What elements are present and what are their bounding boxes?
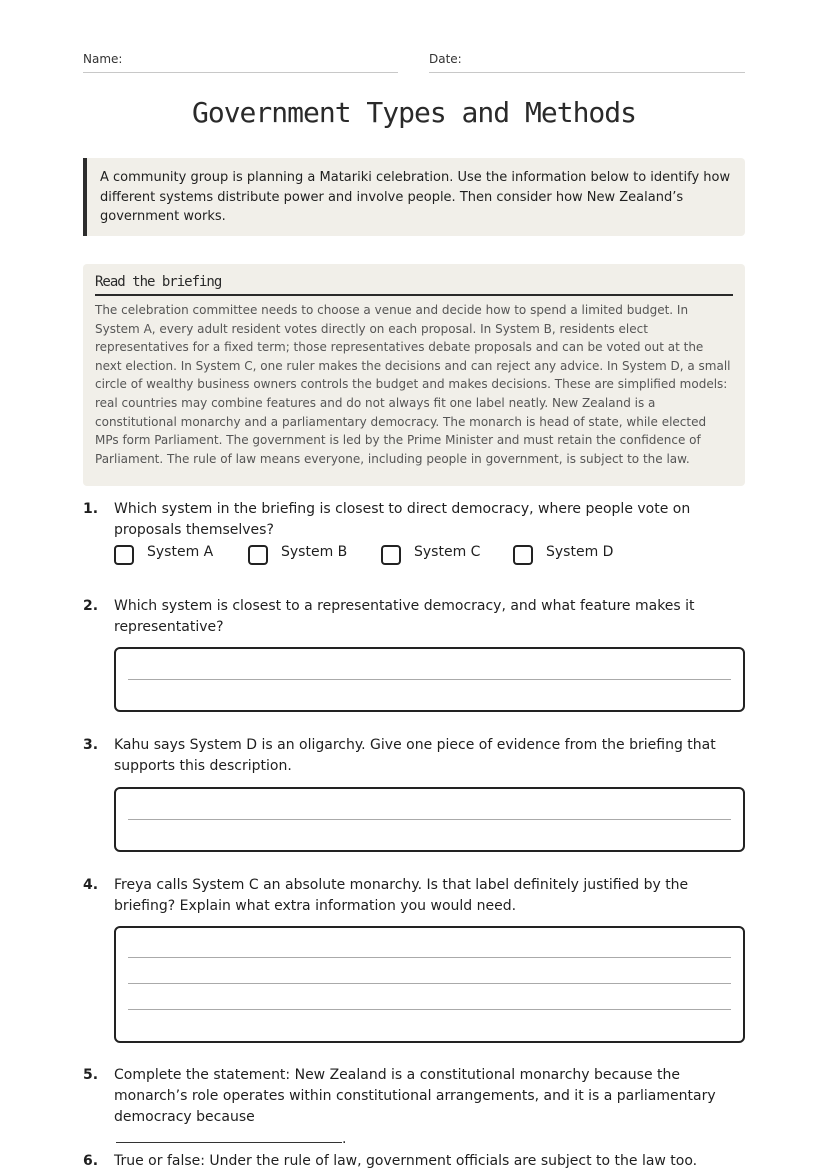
answer-box[interactable] bbox=[114, 647, 745, 712]
question-6 bbox=[83, 1151, 745, 1171]
briefing-heading: Read the briefing bbox=[95, 274, 733, 296]
options-row bbox=[114, 543, 745, 569]
briefing-body: The celebration committee needs to choose a venue and decide how to spend a limited budget. In System A, every adult resident votes directly on each proposal. In System B, residents elect representatives for a fixed term; those representatives debate proposals and can be voted out at the next election. In System C, one ruler makes the decisions and can reject any advice. In System D, a small circle of wealthy business owners controls the budget and makes decisions. These are simplified models: real countries may combine features and do not always fit one label neatly. New Zealand is a constitutional monarchy and a parliamentary democracy. The monarch is head of state, while elected MPs form Parliament. The government is led by the Prime Minister and must retain the confidence of Parliament. The rule of law means everyone, including people in government, is subject to the law. bbox=[95, 303, 731, 466]
option-label: System C bbox=[414, 544, 481, 560]
question-4 bbox=[83, 875, 745, 1043]
question-text: Kahu says System D is an oligarchy. Give one piece of evidence from the briefing that supports this description. bbox=[114, 737, 716, 774]
page-title: Government Types and Methods bbox=[191, 96, 636, 129]
option-label: System D bbox=[546, 544, 614, 560]
checkbox[interactable] bbox=[114, 545, 134, 565]
header bbox=[83, 52, 745, 74]
question-number: 4. bbox=[83, 877, 99, 893]
fill-blank-line[interactable] bbox=[116, 1128, 342, 1143]
answer-box[interactable] bbox=[114, 787, 745, 852]
date-field[interactable] bbox=[429, 52, 745, 73]
answer-line bbox=[128, 983, 731, 984]
question-number: 3. bbox=[83, 737, 99, 753]
answer-line bbox=[128, 957, 731, 958]
intro-box: A community group is planning a Matariki celebration. Use the information below to identify how different systems distribute power and involve people. Then consider how New Zealand’s government works. bbox=[83, 158, 745, 236]
question-2 bbox=[83, 596, 745, 712]
checkbox[interactable] bbox=[248, 545, 268, 565]
briefing-box bbox=[83, 264, 745, 486]
question-3 bbox=[83, 735, 745, 852]
answer-box[interactable] bbox=[114, 926, 745, 1043]
name-label: Name: bbox=[83, 52, 123, 66]
option-label: System A bbox=[147, 544, 214, 560]
question-text: Freya calls System C an absolute monarchy. Is that label definitely justified by the briefing? Explain what extra information you would need. bbox=[114, 877, 689, 914]
checkbox[interactable] bbox=[381, 545, 401, 565]
answer-line bbox=[128, 679, 731, 680]
statement-end: . bbox=[342, 1131, 347, 1147]
question-1 bbox=[83, 499, 745, 579]
answer-line bbox=[128, 819, 731, 820]
question-text: Which system is closest to a representative democracy, and what feature makes it representative? bbox=[114, 598, 695, 635]
question-number: 1. bbox=[83, 501, 99, 517]
question-text bbox=[114, 1065, 739, 1150]
question-text: True or false: Under the rule of law, government officials are subject to the law too. bbox=[114, 1153, 698, 1169]
question-number: 5. bbox=[83, 1067, 99, 1083]
date-label: Date: bbox=[429, 52, 462, 66]
question-number: 2. bbox=[83, 598, 99, 614]
question-text: Which system in the briefing is closest to direct democracy, where people vote on proposals themselves? bbox=[114, 501, 691, 538]
answer-line bbox=[128, 1009, 731, 1010]
statement-text: Complete the statement: New Zealand is a constitutional monarchy because the monarch’s role operates within constitutional arrangements, and it is a parliamentary democracy because bbox=[114, 1067, 716, 1125]
question-5 bbox=[83, 1065, 745, 1147]
option-label: System B bbox=[281, 544, 348, 560]
checkbox[interactable] bbox=[513, 545, 533, 565]
name-field[interactable] bbox=[83, 52, 398, 73]
question-number: 6. bbox=[83, 1153, 99, 1169]
